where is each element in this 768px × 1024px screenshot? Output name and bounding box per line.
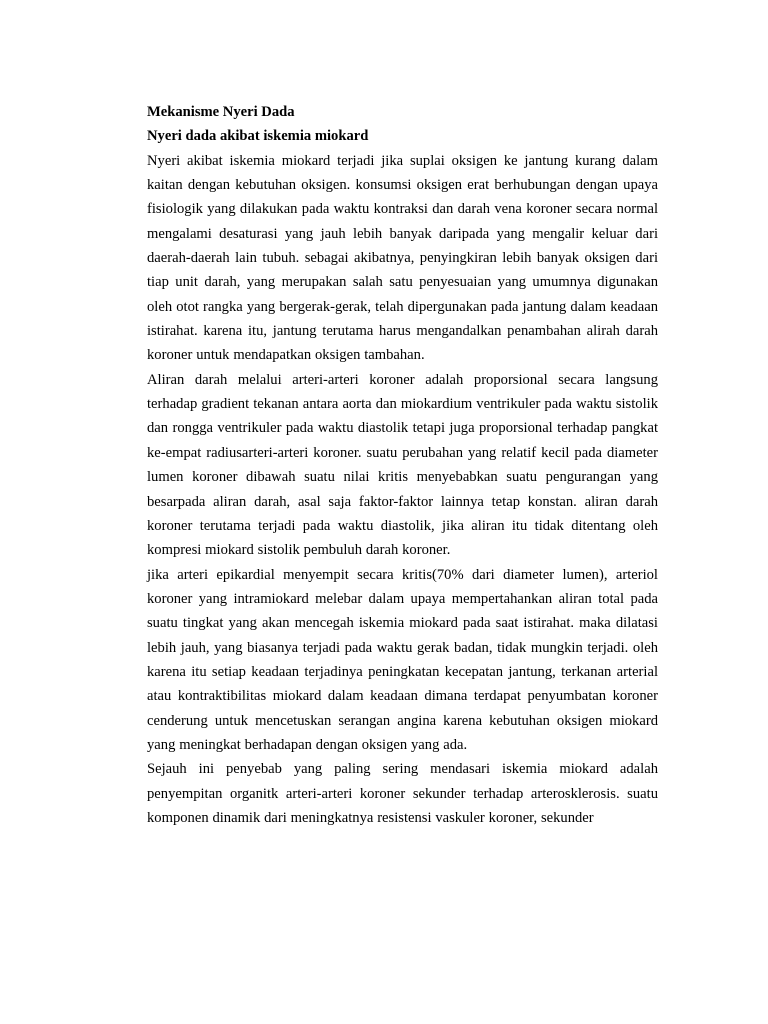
paragraph-1: Nyeri akibat iskemia miokard terjadi jika suplai oksigen ke jantung kurang dalam kaitan dengan kebutuhan oksigen. konsumsi oksigen erat berhubungan dengan upaya fisiologik yang dilakukan pada waktu kontraksi dan darah vena koroner secara normal mengalami desaturasi yang jauh lebih banyak daripada yang mengalir keluar dari daerah-daerah lain tubuh. sebagai akibatnya, penyingkiran lebih banyak oksigen dari tiap unit darah, yang merupakan salah satu penyesuaian yang umumnya digunakan oleh otot rangka yang bergerak-gerak, telah dipergunakan pada jantung dalam keadaan istirahat. karena itu, jantung terutama harus mengandalkan penambahan alirah darah koroner untuk mendapatkan oksigen tambahan. [147, 152, 658, 364]
section-heading: Nyeri dada akibat iskemia miokard [147, 128, 369, 145]
paragraph-4: Sejauh ini penyebab yang paling sering mendasari iskemia miokard adalah penyempitan organitk arteri-arteri koroner sekunder terhadap arterosklerosis. suatu komponen dinamik dari meningkatnya resistensi vaskuler koroner, sekunder [147, 761, 658, 826]
document-content [147, 100, 658, 830]
paragraph-2: Aliran darah melalui arteri-arteri koroner adalah proporsional secara langsung terhadap gradient tekanan antara aorta dan miokardium ventrikuler pada waktu sistolik dan rongga ventrikuler pada waktu diastolik tetapi juga proporsional terhadap pangkat ke-empat radiusarteri-arteri koroner. suatu perubahan yang relatif kecil pada diameter lumen koroner dibawah suatu nilai kritis menyebabkan suatu pengurangan yang besarpada aliran darah, asal saja faktor-faktor lainnya tetap konstan. aliran darah koroner terutama terjadi pada waktu diastolik, jika aliran itu tidak ditentang oleh kompresi miokard sistolik pembuluh darah koroner. [147, 371, 658, 559]
paragraph-3: jika arteri epikardial menyempit secara kritis(70% dari diameter lumen), arteriol koroner yang intramiokard melebar dalam upaya mempertahankan aliran total pada suatu tingkat yang akan mencegah iskemia miokard pada saat istirahat. maka dilatasi lebih jauh, yang biasanya terjadi pada waktu gerak badan, tidak mungkin terjadi. oleh karena itu setiap keadaan terjadinya peningkatan kecepatan jantung, terkanan arterial atau kontraktibilitas miokard dalam keadaan dimana terdapat penyumbatan koroner cenderung untuk mencetuskan serangan angina karena kebutuhan oksigen miokard yang meningkat berhadapan dengan oksigen yang ada. [147, 566, 658, 753]
document-title: Mekanisme Nyeri Dada [147, 104, 295, 120]
